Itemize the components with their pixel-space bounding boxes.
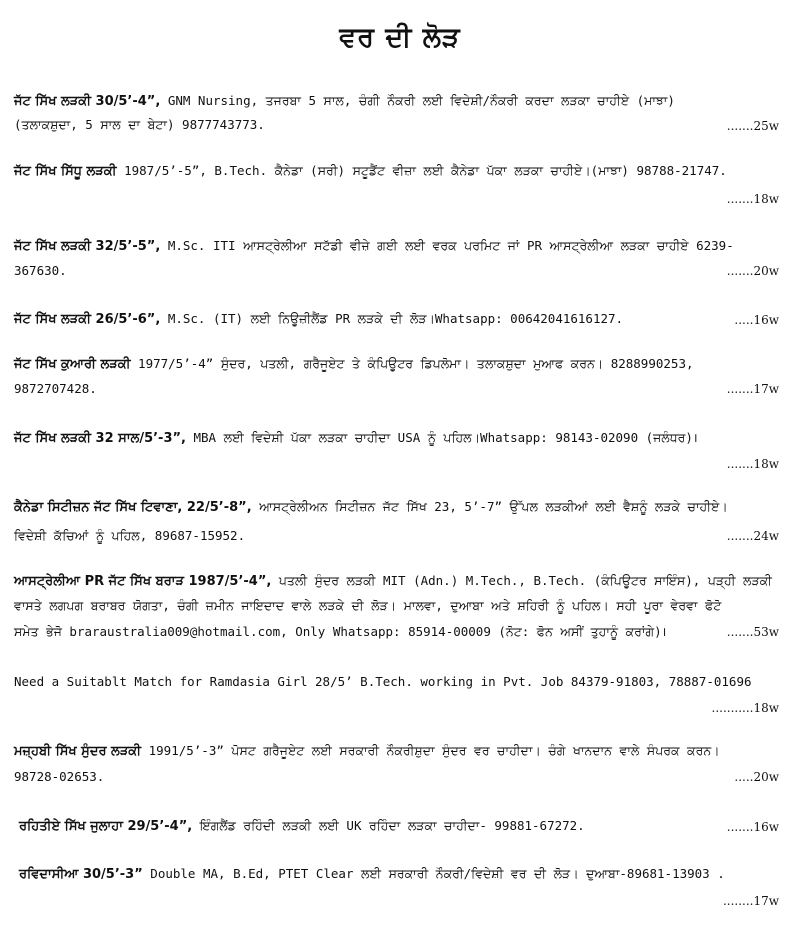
- ad-line: [14, 117, 786, 133]
- ad-text: MBA ਲਈ ਵਿਦੇਸ਼ੀ ਪੱਕਾ ਲੜਕਾ ਚਾਹੀਦਾ USA ਨੂੰ ਪਹਿਲ।Whatsapp: 98143-02090 (ਜਲੰਧਰ)।: [185, 430, 698, 445]
- ad-lead: ਰਵਿਦਾਸੀਆ 30/5’-3”: [19, 867, 143, 882]
- ad-lead: ਮਜ਼੍ਹਬੀ ਸਿੱਖ ਸੁੰਦਰ ਲੜਕੀ: [14, 744, 142, 759]
- ad-lead: ਜੱਟ ਸਿੱਖ ਲੜਕੀ 32 ਸਾਲ/5’-3”,: [14, 431, 186, 446]
- ad-line: [14, 528, 786, 544]
- ad-lead: ਜੱਟ ਸਿੱਖ ਕੁਆਰੀ ਲੜਕੀ: [14, 357, 131, 372]
- ad-lead: ਕੈਨੇਡਾ ਸਿਟੀਜ਼ਨ ਜੱਟ ਸਿੱਖ ਟਿਵਾਣਾ, 22/5’-8”,: [14, 500, 252, 515]
- ad-lead: ਰਹਿਤੀਏ ਸਿੱਖ ਜੁਲਾਹਾ 29/5’-4”,: [19, 819, 193, 834]
- ad-lead: ਆਸਟ੍ਰੇਲੀਆ PR ਜੱਟ ਸਿੱਖ ਬਰਾੜ 1987/5’-4”,: [14, 574, 272, 589]
- ad-line: [14, 311, 786, 328]
- ad-code: .......18w: [726, 457, 779, 471]
- ad-line: [14, 93, 786, 110]
- ad-text: Need a Suitablt Match for Ramdasia Girl 28/5’ B.Tech. working in Pvt. Job 84379-91803, 78887-01696: [14, 674, 752, 689]
- ad-text: 1991/5’-3” ਪੋਸਟ ਗਰੈਜੂਏਟ ਲਈ ਸਰਕਾਰੀ ਨੌਕਰੀਸ਼ੁਦਾ ਸੁੰਦਰ ਵਰ ਚਾਹੀਦਾ। ਚੰਗੇ ਖਾਨਦਾਨ ਵਾਲੇ ਸੰਪਰਕ ਕਰਨ।: [141, 743, 720, 758]
- ad-line: [14, 624, 786, 640]
- ad-text: ਆਸਟ੍ਰੇਲੀਅਨ ਸਿਟੀਜ਼ਨ ਜੱਟ ਸਿੱਖ 23, 5’-7” ਉੱਪਲ ਲੜਕੀਆਂ ਲਈ ਵੈਸ਼ਨੂੰ ਲੜਕੇ ਚਾਹੀਏ।: [251, 499, 728, 514]
- ad-text: 9872707428.: [14, 381, 97, 396]
- ad-line: [14, 743, 786, 760]
- ad-code: .......18w: [726, 192, 779, 206]
- ad-text: 367630.: [14, 263, 67, 278]
- ad-code: .......25w: [726, 119, 779, 133]
- ad-line: [14, 674, 786, 690]
- ad-lead: ਜੱਟ ਸਿੱਖ ਲੜਕੀ 26/5’-6”,: [14, 312, 161, 327]
- ad-code: ...........18w: [711, 701, 779, 715]
- ad-lead: ਜੱਟ ਸਿੱਖ ਲੜਕੀ 32/5’-5”,: [14, 239, 161, 254]
- ad-line: [14, 769, 786, 785]
- ad-code: .......53w: [726, 625, 779, 639]
- ad-line: [14, 573, 786, 590]
- ad-code: .....20w: [734, 770, 779, 784]
- ad-text: GNM Nursing, ਤਜਰਬਾ 5 ਸਾਲ, ਚੰਗੀ ਨੌਕਰੀ ਲਈ ਵਿਦੇਸ਼ੀ/ਨੌਕਰੀ ਕਰਦਾ ਲੜਕਾ ਚਾਹੀਏ (ਮਾਝਾ): [160, 93, 675, 108]
- ad-text: ਇੰਗਲੈਂਡ ਰਹਿੰਦੀ ਲੜਕੀ ਲਈ UK ਰਹਿੰਦਾ ਲੜਕਾ ਚਾਹੀਦਾ- 99881-67272.: [192, 818, 585, 833]
- ad-text: M.Sc. ITI ਆਸਟ੍ਰੇਲੀਆ ਸਟੱਡੀ ਵੀਜ਼ੇ ਗਈ ਲਈ ਵਰਕ ਪਰਮਿਟ ਜਾਂ PR ਆਸਟ੍ਰੇਲੀਆ ਲੜਕਾ ਚਾਹੀਏ 6239-: [160, 238, 734, 253]
- ad-code: .......24w: [726, 529, 779, 543]
- ad-code: .....16w: [734, 313, 779, 327]
- ad-code: .......17w: [726, 382, 779, 396]
- ad-text: ਵਿਦੇਸ਼ੀ ਕੱਚਿਆਂ ਨੂੰ ਪਹਿਲ, 89687-15952.: [14, 528, 246, 543]
- ad-text: 1977/5’-4” ਸੁੰਦਰ, ਪਤਲੀ, ਗਰੈਜੂਏਟ ਤੇ ਕੰਪਿਊਟਰ ਡਿਪਲੋਮਾ। ਤਲਾਕਸ਼ੁਦਾ ਮੁਆਫ ਕਰਨ। 8288990253,: [130, 356, 694, 371]
- ad-line: [14, 263, 786, 279]
- ad-line: [14, 163, 786, 180]
- ad-line: [14, 356, 786, 373]
- ad-line: [14, 598, 786, 614]
- ad-text: ਪਤਲੀ ਸੁੰਦਰ ਲੜਕੀ MIT (Adn.) M.Tech., B.Tech. (ਕੰਪਿਊਟਰ ਸਾਇੰਸ), ਪੜ੍ਹੀ ਲੜਕੀ: [271, 573, 772, 588]
- ad-text: ਵਾਸਤੇ ਲਗਪਗ ਬਰਾਬਰ ਯੋਗਤਾ, ਚੰਗੀ ਜ਼ਮੀਨ ਜਾਇਦਾਦ ਵਾਲੇ ਲੜਕੇ ਦੀ ਲੋੜ। ਮਾਲਵਾ, ਦੁਆਬਾ ਅਤੇ ਸ਼ਹਿਰੀ ਨੂੰ ਪਹਿਲ। ਸਹੀ ਪੂਰਾ ਵੇਰਵਾ ਫੋਟੋ: [14, 598, 722, 613]
- ad-code: .......16w: [726, 820, 779, 834]
- ad-text: 1987/5’-5”, B.Tech. ਕੈਨੇਡਾ (ਸਰੀ) ਸਟੂਡੈਂਟ ਵੀਜ਼ਾ ਲਈ ਕੈਨੇਡਾ ਪੱਕਾ ਲੜਕਾ ਚਾਹੀਏ।(ਮਾਝਾ) 98788-21747.: [116, 163, 727, 178]
- ad-line: [19, 866, 786, 883]
- ad-code: .......20w: [726, 264, 779, 278]
- ad-line: [14, 499, 786, 516]
- ad-lead: ਜੱਟ ਸਿੱਖ ਲੜਕੀ 30/5’-4”,: [14, 94, 161, 109]
- ad-text: ਸਮੇਤ ਭੇਜੋ braraustralia009@hotmail.com, Only Whatsapp: 85914-00009 (ਨੋਟ: ਫੋਨ ਅਸੀਂ ਤੁਹਾਨੂੰ ਕਰਾਂਗੇ)।: [14, 624, 667, 639]
- page-title: ਵਰ ਦੀ ਲੋੜ: [339, 22, 461, 53]
- ad-text: (ਤਲਾਕਸ਼ੁਦਾ, 5 ਸਾਲ ਦਾ ਬੇਟਾ) 9877743773.: [14, 117, 265, 132]
- ad-lead: ਜੱਟ ਸਿੱਖ ਸਿੱਧੂ ਲੜਕੀ: [14, 164, 117, 179]
- ad-line: [14, 430, 786, 447]
- ad-line: [14, 238, 786, 255]
- ad-text: M.Sc. (IT) ਲਈ ਨਿਊਜ਼ੀਲੈਂਡ PR ਲੜਕੇ ਦੀ ਲੋੜ।Whatsapp: 00642041616127.: [160, 311, 624, 326]
- ad-code: ........17w: [722, 894, 779, 908]
- ad-text: Double MA, B.Ed, PTET Clear ਲਈ ਸਰਕਾਰੀ ਨੌਕਰੀ/ਵਿਦੇਸ਼ੀ ਵਰ ਦੀ ਲੋੜ। ਦੁਆਬਾ-89681-13903 .: [142, 866, 725, 881]
- ad-line: [19, 818, 786, 835]
- ad-line: [14, 381, 786, 397]
- ad-text: 98728-02653.: [14, 769, 105, 784]
